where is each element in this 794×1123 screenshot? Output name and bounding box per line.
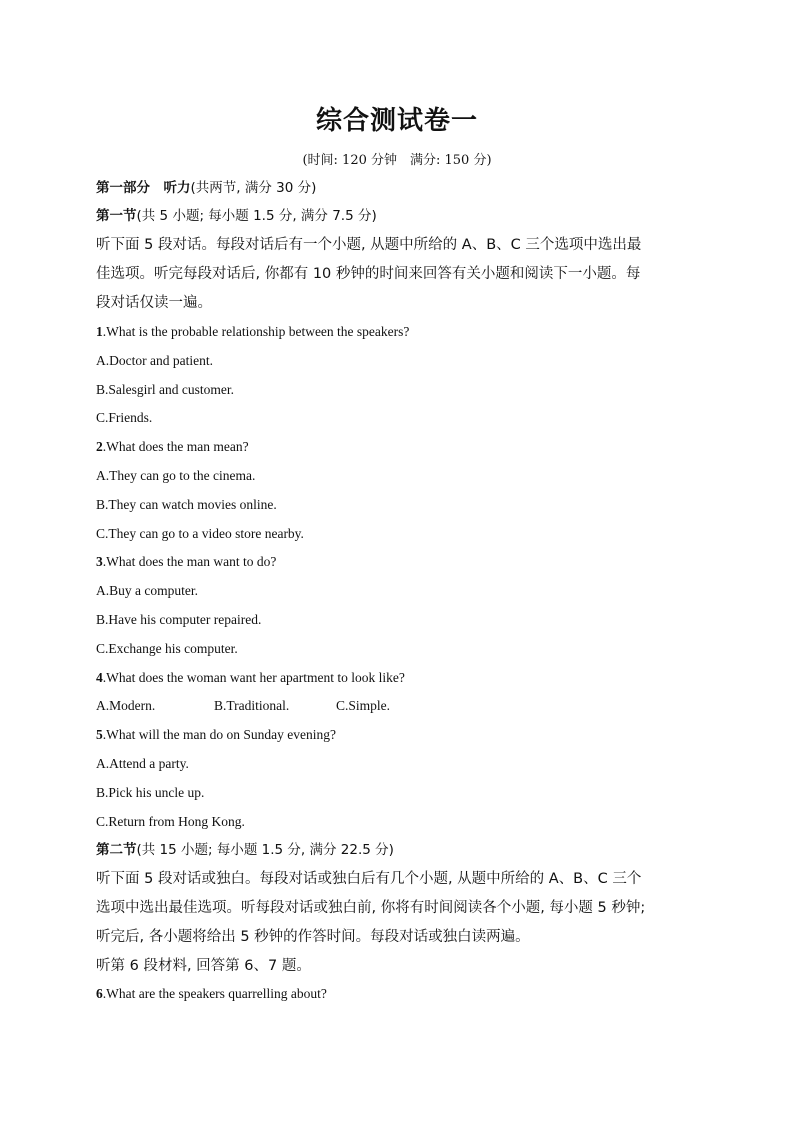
part1-title: 第一部分 听力 [96,180,191,196]
section2-title: 第二节 [96,842,137,858]
option-b: B.Traditional. [214,698,290,713]
material-note: 听第 6 段材料, 回答第 6、7 题。 [96,958,311,974]
section2-note: (共 15 小题; 每小题 1.5 分, 满分 22.5 分) [136,842,394,858]
question-5 [96,725,706,745]
question-text: .What does the man want to do? [102,554,277,569]
option-c: C.They can go to a video store nearby. [96,526,304,541]
question-text: .What is the probable relationship between the speakers? [102,324,410,339]
option-b: B.Salesgirl and customer. [96,382,234,397]
page-title: 综合测试卷一 [315,106,478,136]
question-number: 5 [96,727,103,742]
part1-note: (共两节, 满分 30 分) [190,180,317,196]
section1-note: (共 5 小题; 每小题 1.5 分, 满分 7.5 分) [136,208,377,224]
question-4 [96,668,706,688]
option-b: B.They can watch movies online. [96,497,277,512]
section1-heading [96,206,706,226]
section1-title: 第一节 [96,208,137,224]
option-c: C.Exchange his computer. [96,641,238,656]
section2-instruction-line: 听完后, 各小题将给出 5 秒钟的作答时间。每段对话或独白读两遍。 [96,929,530,945]
question-3 [96,552,706,572]
part1-heading [96,178,706,198]
section2-instruction-line: 选项中选出最佳选项。听每段对话或独白前, 你将有时间阅读各个小题, 每小题 5 秒钟; [96,900,646,916]
question-number: 3 [96,554,103,569]
question-number: 2 [96,439,103,454]
section2-heading [96,840,706,860]
option-b: B.Have his computer repaired. [96,612,262,627]
option-a: A.Buy a computer. [96,583,198,598]
question-text: .What does the woman want her apartment to look like? [102,670,405,685]
option-a: A.Doctor and patient. [96,353,213,368]
section2-instruction-line: 听下面 5 段对话或独白。每段对话或独白后有几个小题, 从题中所给的 A、B、C 三个 [96,871,642,887]
question-2 [96,437,706,457]
option-a: A.They can go to the cinema. [96,468,256,483]
question-number: 6 [96,986,103,1001]
option-b: B.Pick his uncle up. [96,785,205,800]
section1-instruction-line: 段对话仅读一遍。 [96,295,212,311]
question-text: .What are the speakers quarrelling about? [102,986,327,1001]
option-c: C.Return from Hong Kong. [96,814,245,829]
option-a: A.Attend a party. [96,756,189,771]
option-c: C.Friends. [96,410,153,425]
question-number: 4 [96,670,103,685]
option-c: C.Simple. [336,698,391,713]
section1-instruction-line: 听下面 5 段对话。每段对话后有一个小题, 从题中所给的 A、B、C 三个选项中选出最 [96,237,642,253]
question-6 [96,984,706,1004]
question-1 [96,322,706,342]
question-number: 1 [96,324,103,339]
section1-instruction-line: 佳选项。听完每段对话后, 你都有 10 秒钟的时间来回答有关小题和阅读下一小题。每 [96,266,641,282]
question-text: .What will the man do on Sunday evening? [102,727,336,742]
question-text: .What does the man mean? [102,439,249,454]
options-row [96,696,706,716]
option-a: A.Modern. [96,698,156,713]
exam-time-score: (时间: 120 分钟 满分: 150 分) [302,153,492,168]
